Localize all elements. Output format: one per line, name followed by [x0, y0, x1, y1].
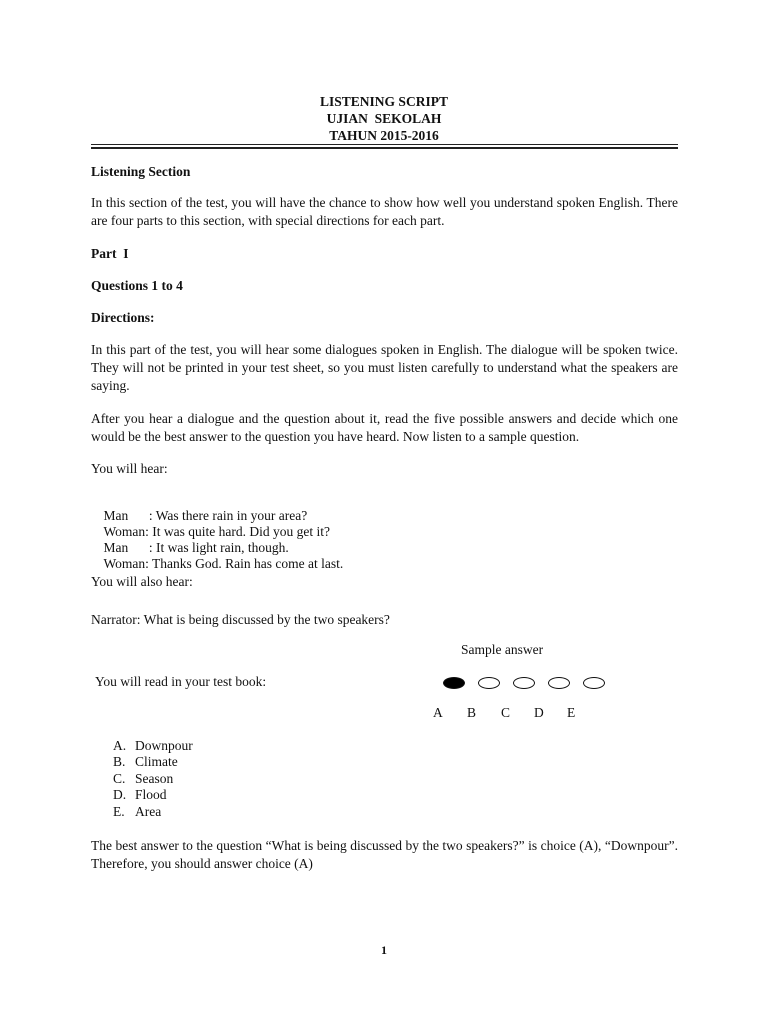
you-will-also-hear-label: You will also hear: — [91, 574, 193, 589]
dialogue-separator: : — [145, 508, 156, 523]
option-letter: E. — [113, 803, 125, 819]
option-letter: A. — [113, 738, 127, 753]
option-text: Season — [135, 770, 174, 786]
option-text: Area — [135, 803, 162, 819]
answer-letter-a: A — [433, 705, 443, 720]
page-number: 1 — [381, 943, 387, 957]
answer-options-list — [113, 738, 193, 820]
title-line-2: UJIAN SEKOLAH — [326, 111, 442, 126]
dialogue-separator: : — [145, 540, 157, 555]
answer-letter-e: E — [567, 705, 576, 720]
answer-letter-c: C — [501, 705, 511, 720]
section-heading: Listening Section — [91, 164, 191, 179]
answer-option — [113, 771, 193, 787]
directions-heading: Directions: — [91, 310, 155, 325]
option-letter: C. — [113, 770, 126, 786]
sample-answer-label: Sample answer — [461, 642, 544, 657]
answer-bubble-a — [443, 677, 465, 689]
directions-paragraph-1: In this part of the test, you will hear some dialogues spoken in English. The dialogue will be spoken twice. They will not be printed in your test sheet, so you must listen carefully to understand what the speakers are saying. — [91, 342, 678, 393]
option-text: Flood — [135, 787, 167, 803]
dialogue-speaker: Man — [103, 508, 129, 523]
answer-bubble-b — [478, 677, 500, 689]
answer-option — [113, 787, 193, 803]
answer-bubble-c — [513, 677, 535, 689]
directions-paragraph-2: After you hear a dialogue and the question about it, read the five possible answers and decide which one would be the best answer to the question you have heard. Now listen to a sample question. — [91, 411, 678, 444]
dialogue-speaker: Man — [103, 540, 129, 555]
answer-option — [113, 804, 193, 820]
dialogue-speaker: Woman: — [103, 556, 149, 571]
answer-bubbles — [440, 676, 610, 692]
option-letter: B. — [113, 754, 126, 770]
questions-range: Questions 1 to 4 — [91, 278, 183, 293]
title-divider-thick — [91, 147, 678, 149]
section-intro: In this section of the test, you will have the chance to show how well you understand spoken English. There are four parts to this section, with special directions for each part. — [91, 195, 678, 228]
title-divider-thin — [91, 144, 678, 145]
answer-letter-d: D — [534, 705, 544, 720]
answer-option — [113, 738, 193, 754]
you-will-hear-label: You will hear: — [91, 461, 168, 476]
dialogue-text: Thanks God. Rain has come at last. — [152, 556, 344, 571]
answer-letter-b: B — [467, 705, 477, 720]
dialogue-text: Was there rain in your area? — [155, 508, 308, 523]
read-in-test-book-label: You will read in your test book: — [95, 674, 267, 689]
dialogue-speaker: Woman: — [103, 524, 149, 539]
part-heading: Part I — [91, 246, 129, 261]
dialogue-text: It was light rain, though. — [156, 540, 289, 555]
title-line-3: TAHUN 2015-2016 — [329, 128, 439, 143]
option-letter: D. — [113, 787, 127, 803]
title-line-1: LISTENING SCRIPT — [320, 94, 448, 109]
answer-bubble-d — [548, 677, 570, 689]
answer-bubble-e — [583, 677, 605, 689]
sample-explanation: The best answer to the question “What is being discussed by the two speakers?” is choice (A), “Downpour”. Therefore, you should answer choice (A) — [91, 838, 678, 871]
dialogue-text: It was quite hard. Did you get it? — [152, 524, 330, 539]
answer-option — [113, 754, 193, 770]
option-text: Downpour — [135, 738, 193, 753]
narrator-question: Narrator: What is being discussed by the two speakers? — [91, 612, 390, 627]
document-title — [0, 93, 768, 144]
option-text: Climate — [135, 754, 178, 770]
